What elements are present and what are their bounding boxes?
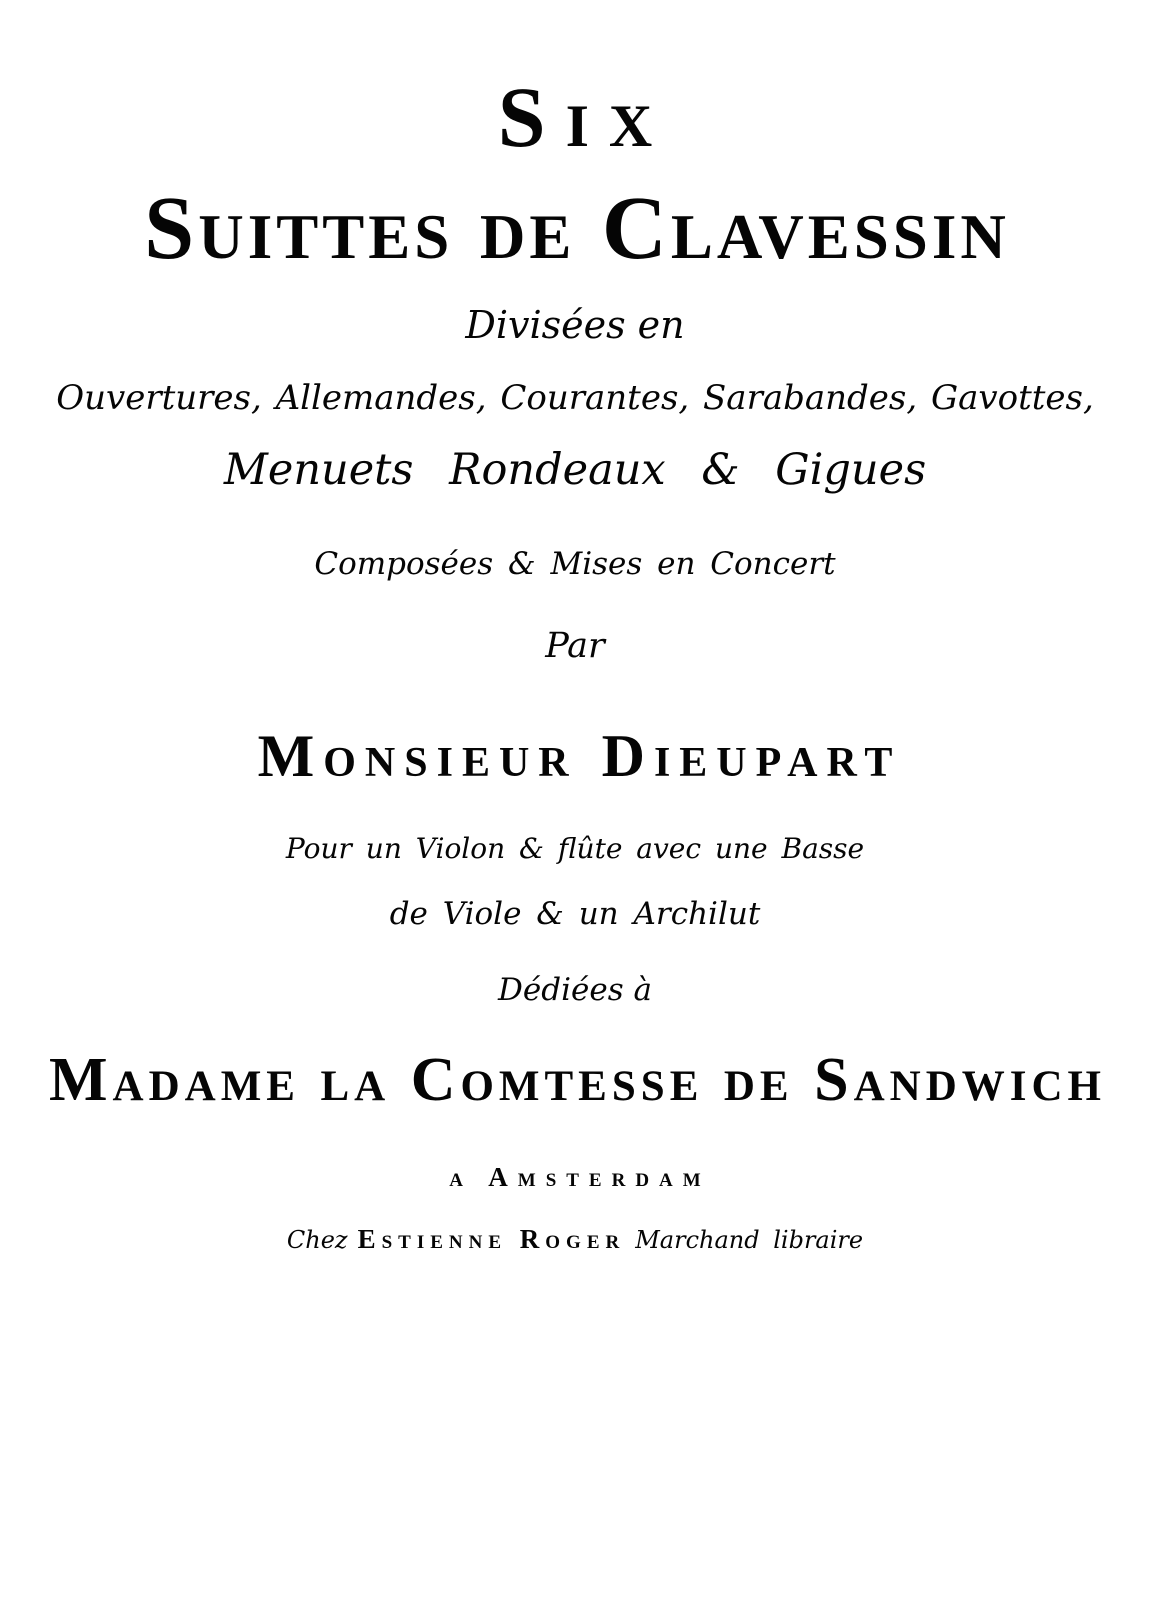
subtitle-divided-in: Divisées en — [465, 303, 685, 347]
composed-and-set-line: Composées & Mises en Concert — [314, 546, 836, 582]
by-line: Par — [545, 626, 605, 666]
imprint-chez: Chez — [286, 1226, 348, 1254]
movements-list-line-2: Menuets Rondeaux & Gigues — [223, 445, 927, 495]
dedication-intro: Dédiées à — [498, 972, 652, 1008]
imprint-publisher-name: Estienne Roger — [357, 1224, 626, 1254]
imprint-publisher-role: Marchand libraire — [635, 1226, 864, 1254]
publication-place: a Amsterdam — [449, 1162, 711, 1192]
main-title: Suittes de Clavessin — [144, 179, 1010, 278]
imprint-line — [0, 1226, 1150, 1253]
series-count-title: Six — [497, 69, 673, 165]
composer-name: Monsieur Dieupart — [257, 723, 902, 789]
dedicatee-name: Madame la Comtesse de Sandwich — [49, 1046, 1106, 1114]
instrumentation-line-2: de Viole & un Archilut — [389, 896, 761, 932]
movements-list-line-1: Ouvertures, Allemandes, Courantes, Sarabandes, Gavottes, — [56, 378, 1094, 418]
instrumentation-line-1: Pour un Violon & flûte avec une Basse — [285, 832, 865, 865]
